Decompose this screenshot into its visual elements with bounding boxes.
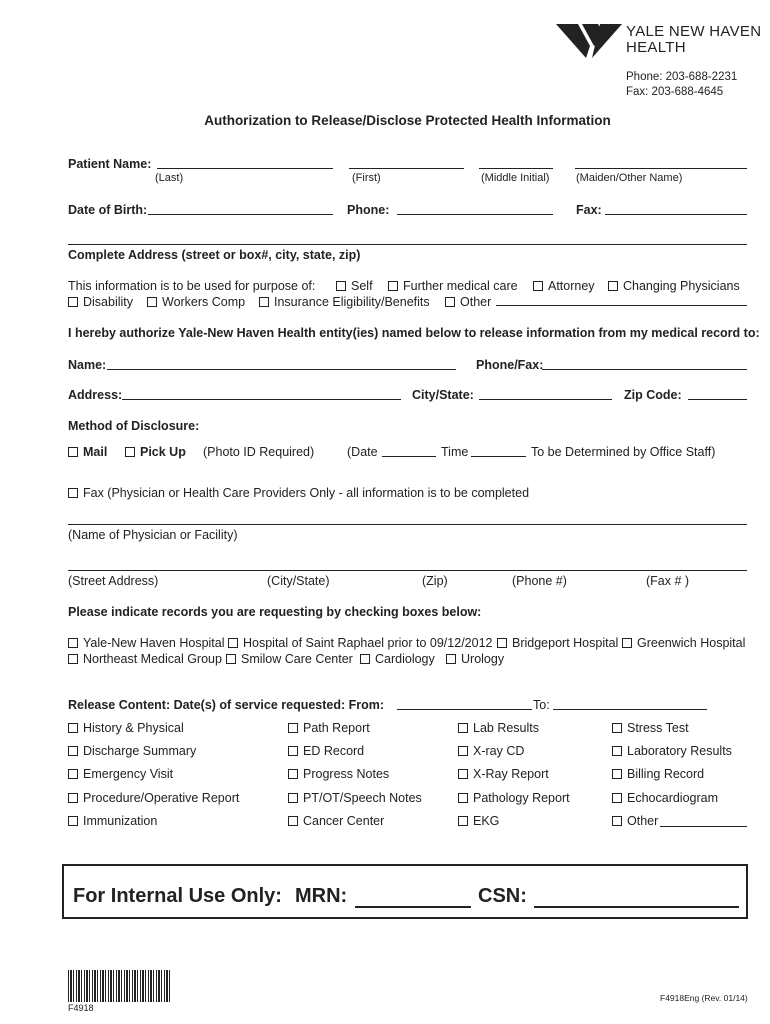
recipient-zip-label: Zip Code: [624,388,682,402]
checkbox[interactable] [68,447,78,457]
release-from-field[interactable] [397,709,532,710]
fax-label: Fax: [576,203,602,217]
csn-field[interactable] [534,906,739,908]
form-id: F4918Eng (Rev. 01/14) [660,993,748,1003]
hospital-bridgeport[interactable]: Bridgeport Hospital [497,636,618,650]
middle-caption: (Middle Initial) [481,172,550,184]
hospital-nemg[interactable]: Northeast Medical Group [68,652,222,666]
disclosure-fax[interactable]: Fax (Physician or Health Care Providers Only - all information is to be completed [68,486,529,500]
recipient-zip-field[interactable] [688,399,747,400]
pickup-time-field[interactable] [471,456,526,457]
last-name-field[interactable] [157,168,333,169]
maiden-name-field[interactable] [575,168,747,169]
purpose-changing-physicians[interactable]: Changing Physicians [608,279,740,293]
content-ed-record[interactable]: ED Record [288,744,364,758]
checkbox[interactable] [612,769,622,779]
checkbox[interactable] [612,793,622,803]
content-ekg[interactable]: EKG [458,814,499,828]
checkbox[interactable] [336,281,346,291]
maiden-caption: (Maiden/Other Name) [576,172,683,184]
checkbox[interactable] [622,638,632,648]
checkbox[interactable] [226,654,236,664]
checkbox[interactable] [612,816,622,826]
recipient-phone-fax-field[interactable] [542,369,747,370]
checkbox[interactable] [125,447,135,457]
content-immunization[interactable]: Immunization [68,814,157,828]
phone-label: Phone: [347,203,390,217]
content-history[interactable]: History & Physical [68,721,184,735]
checkbox[interactable] [68,816,78,826]
purpose-further-care[interactable]: Further medical care [388,279,518,293]
checkbox[interactable] [458,793,468,803]
recipient-name-label: Name: [68,358,107,372]
content-progress-notes[interactable]: Progress Notes [288,767,389,781]
purpose-insurance[interactable]: Insurance Eligibility/Benefits [259,295,430,309]
middle-initial-field[interactable] [479,168,553,169]
purpose-disability[interactable]: Disability [68,295,133,309]
purpose-attorney[interactable]: Attorney [533,279,595,293]
disclosure-pickup[interactable]: Pick Up [125,445,186,459]
checkbox[interactable] [612,746,622,756]
mrn-label: MRN: [295,885,348,907]
physician-name-field[interactable] [68,524,747,525]
address-label: Complete Address (street or box#, city, state, zip) [68,248,361,262]
checkbox[interactable] [259,297,269,307]
address-field[interactable] [68,244,747,245]
header-phone: Phone: 203-688-2231 [626,71,738,83]
content-lab-results[interactable]: Lab Results [458,721,539,735]
csn-label: CSN: [478,885,527,907]
hospital-cardiology[interactable]: Cardiology [360,652,435,666]
logo [556,22,622,63]
zip-caption: (Zip) [422,574,448,588]
hospital-urology[interactable]: Urology [446,652,504,666]
recipient-name-field[interactable] [107,369,456,370]
disclosure-label: Method of Disclosure: [68,419,200,433]
mrn-field[interactable] [355,906,471,908]
org-name-line1: YALE NEW HAVEN [626,23,762,40]
checkbox[interactable] [288,816,298,826]
purpose-other-field[interactable] [496,305,747,306]
purpose-workers-comp[interactable]: Workers Comp [147,295,245,309]
release-to-label: To: [533,698,550,712]
purpose-self[interactable]: Self [336,279,373,293]
checkbox[interactable] [458,816,468,826]
hospital-ynhh[interactable]: Yale-New Haven Hospital [68,636,225,650]
checkbox[interactable] [445,297,455,307]
dob-label: Date of Birth: [68,203,148,217]
release-label: Release Content: Date(s) of service requested: From: [68,698,385,712]
phone-caption: (Phone #) [512,574,567,588]
checkbox[interactable] [458,723,468,733]
recipient-city-label: City/State: [412,388,474,402]
content-billing-record[interactable]: Billing Record [612,767,704,781]
checkbox[interactable] [68,297,78,307]
first-name-field[interactable] [349,168,464,169]
yale-logo-icon [556,22,622,60]
authorize-statement: I hereby authorize Yale-New Haven Health entity(ies) named below to release information from my medical record to: [68,326,760,340]
content-echocardiogram[interactable]: Echocardiogram [612,791,718,805]
content-pt-ot-speech[interactable]: PT/OT/Speech Notes [288,791,422,805]
fax-caption: (Fax # ) [646,574,690,588]
phone-field[interactable] [397,214,553,215]
city-caption: (City/State) [267,574,330,588]
content-emergency-visit[interactable]: Emergency Visit [68,767,173,781]
checkbox[interactable] [388,281,398,291]
patient-name-label: Patient Name: [68,157,152,171]
tbd-note: To be Determined by Office Staff) [531,445,716,459]
purpose-other[interactable]: Other [445,295,491,309]
org-name-line2: HEALTH [626,39,686,56]
last-caption: (Last) [155,172,184,184]
checkbox[interactable] [68,746,78,756]
checkbox[interactable] [68,793,78,803]
recipient-city-field[interactable] [479,399,612,400]
hospital-smilow[interactable]: Smilow Care Center [226,652,353,666]
checkbox[interactable] [68,638,78,648]
pickup-date-label: (Date [347,445,378,459]
checkbox[interactable] [68,488,78,498]
checkbox[interactable] [228,638,238,648]
checkbox[interactable] [360,654,370,664]
barcode-text: F4918 [68,1003,94,1013]
org-name [626,24,761,56]
checkbox[interactable] [608,281,618,291]
checkbox[interactable] [147,297,157,307]
photo-id-note: (Photo ID Required) [203,445,315,459]
checkbox[interactable] [446,654,456,664]
content-laboratory-results[interactable]: Laboratory Results [612,744,732,758]
recipient-address-label: Address: [68,388,123,402]
checkbox[interactable] [288,723,298,733]
physician-caption: (Name of Physician or Facility) [68,528,238,542]
header-fax: Fax: 203-688-4645 [626,86,724,98]
content-xray-report[interactable]: X-Ray Report [458,767,549,781]
recipient-phone-fax-label: Phone/Fax: [476,358,544,372]
content-pathology-report[interactable]: Pathology Report [458,791,570,805]
content-xray-cd[interactable]: X-ray CD [458,744,524,758]
pickup-time-label: Time [441,445,469,459]
hospital-greenwich[interactable]: Greenwich Hospital [622,636,745,650]
checkbox[interactable] [458,746,468,756]
records-prompt: Please indicate records you are requesting by checking boxes below: [68,605,482,619]
pickup-date-field[interactable] [382,456,436,457]
checkbox[interactable] [497,638,507,648]
barcode [68,970,172,1002]
release-to-field[interactable] [553,709,707,710]
content-path-report[interactable]: Path Report [288,721,370,735]
checkbox[interactable] [458,769,468,779]
content-other-field[interactable] [660,826,747,827]
internal-use-label: For Internal Use Only: [73,885,282,907]
checkbox[interactable] [612,723,622,733]
checkbox[interactable] [68,723,78,733]
checkbox[interactable] [288,746,298,756]
content-stress-test[interactable]: Stress Test [612,721,689,735]
recipient-address-field[interactable] [122,399,401,400]
street-caption: (Street Address) [68,574,159,588]
purpose-intro: This information is to be used for purpose of: [68,279,316,293]
content-cancer-center[interactable]: Cancer Center [288,814,384,828]
checkbox[interactable] [533,281,543,291]
first-caption: (First) [352,172,381,184]
content-other[interactable]: Other [612,814,658,828]
content-procedure-report[interactable]: Procedure/Operative Report [68,791,239,805]
fax-field[interactable] [605,214,747,215]
checkbox[interactable] [68,769,78,779]
hospital-saint-raphael[interactable]: Hospital of Saint Raphael prior to 09/12/2012 [228,636,492,650]
disclosure-mail[interactable]: Mail [68,445,107,459]
checkbox[interactable] [288,793,298,803]
dob-field[interactable] [148,214,333,215]
content-discharge[interactable]: Discharge Summary [68,744,196,758]
page-title: Authorization to Release/Disclose Protected Health Information [204,113,611,128]
checkbox[interactable] [68,654,78,664]
checkbox[interactable] [288,769,298,779]
physician-address-field[interactable] [68,570,747,571]
